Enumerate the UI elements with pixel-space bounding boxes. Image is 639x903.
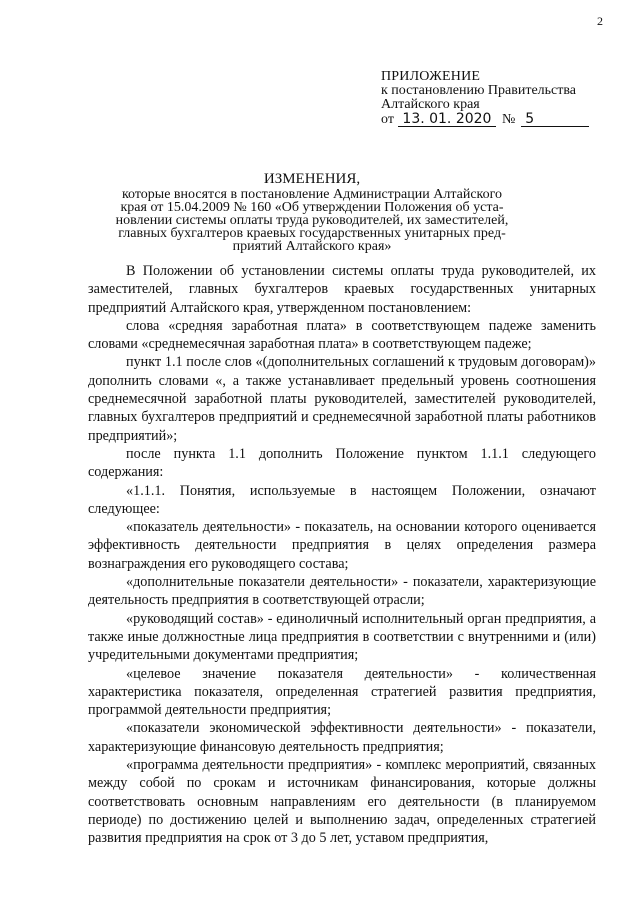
body-paragraph: пункт 1.1 после слов «(дополнительных соглашений к трудовым договорам)» дополнить словами «, а также устанавливает предельный уровень соотношения среднемесячной заработной платы руководителей, заместителей руководителей, главных бухгалтеров предприятий и среднемесячной заработной платы работников предприятий»; [88, 354, 596, 444]
appendix-date-number-line [381, 112, 621, 127]
body-paragraph: слова «средняя заработная плата» в соответствующем падеже заменить словами «среднемесячная заработная плата» в соответствующем падеже; [88, 317, 596, 353]
document-subheading [112, 188, 512, 253]
subheading-line: новлении системы оплаты труда руководителей, их заместителей, [115, 213, 509, 228]
page-number: 2 [597, 14, 603, 28]
body-paragraph: «показатели экономической эффективности деятельности» - показатели, характеризующие финансовую деятельность предприятия; [88, 720, 596, 755]
body-paragraph: «дополнительные показатели деятельности» - показатели, характеризующие деятельность предприятия в соответствующей отрасли; [88, 574, 596, 609]
subheading-line: которые вносятся в постановление Администрации Алтайского [121, 187, 503, 202]
appendix-line-2: Алтайского края [381, 97, 480, 112]
body-paragraph: В Положении об установлении системы оплаты труда руководителей, их заместителей, главных бухгалтеров краевых государственных унитарных предприятий Алтайского края, утвержденном постановлением: [88, 263, 596, 316]
appendix-line-1: к постановлению Правительства [381, 83, 577, 98]
body-paragraph: «показатель деятельности» - показатель, на основании которого оценивается эффективность деятельности предприятия в целях определения размера вознаграждения его руководящего состава; [88, 519, 596, 572]
body-paragraph: после пункта 1.1 дополнить Положение пунктом 1.1.1 следующего содержания: [88, 445, 596, 481]
appendix-title: ПРИЛОЖЕНИЕ [381, 69, 481, 84]
date-value: 13. 01. 2020 [398, 112, 496, 127]
number-value: 5 [521, 112, 589, 127]
date-prefix: от [381, 112, 394, 127]
body-paragraph: «целевое значение показателя деятельности» - количественная характеристика показателя, определенная стратегией развития предприятия, программой деятельности предприятия; [88, 665, 596, 719]
document-heading: ИЗМЕНЕНИЯ, [263, 171, 361, 187]
body-paragraph: «руководящий состав» - единоличный исполнительный орган предприятия, а также иные должностные лица предприятия в соответствии с внутренними и (или) учредительными документами предприятия; [88, 610, 596, 664]
number-prefix: № [501, 112, 516, 127]
subheading-line: приятий Алтайского края» [232, 239, 392, 254]
subheading-line: края от 15.04.2009 № 160 «Об утверждении Положения об уста- [120, 200, 504, 215]
appendix-block [381, 70, 621, 127]
body-paragraph: «программа деятельности предприятия» - комплекс мероприятий, связанных между собой по срокам и источникам финансирования, которые должны соответствовать основным направлениям его деятельности (в планируемом периоде) по достижению целей и выполнению задач, определенных стратегией развития предприятия на срок от 3 до 5 лет, уставом предприятия, [88, 757, 596, 847]
body-paragraph: «1.1.1. Понятия, используемые в настоящем Положении, означают следующее: [88, 482, 596, 517]
subheading-line: главных бухгалтеров краевых государственных унитарных пред- [118, 226, 506, 241]
document-body [88, 262, 596, 848]
